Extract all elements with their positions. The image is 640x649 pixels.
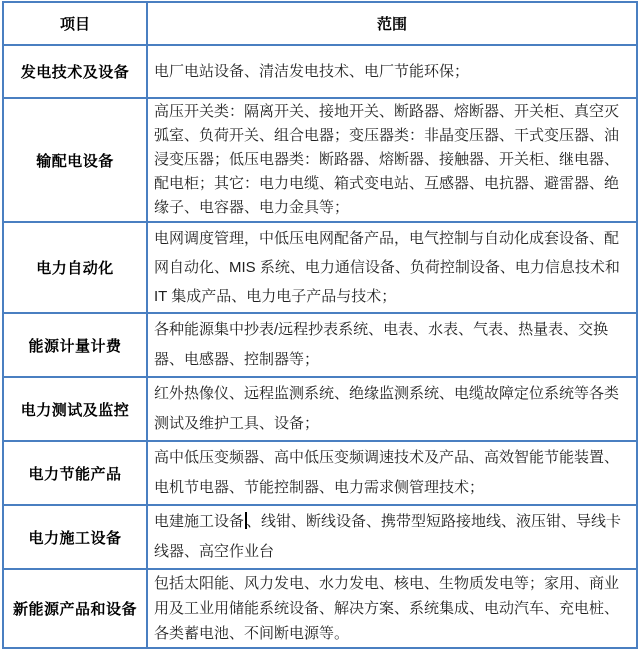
row-scope-text-before-cursor: 电建施工设备	[154, 513, 245, 530]
row-item-label: 新能源产品和设备	[3, 569, 147, 648]
row-item-label: 能源计量计费	[3, 313, 147, 377]
row-scope-text: 各种能源集中抄表/远程抄表系统、电表、水表、气表、热量表、交换器、电感器、控制器等；	[147, 313, 637, 377]
table-row	[3, 98, 637, 222]
row-scope-text: 电网调度管理，中低压电网配备产品，电气控制与自动化成套设备、配网自动化、MIS 系统、电力通信设备、负荷控制设备、电力信息技术和 IT 集成产品、电力电子产品与技术；	[147, 222, 637, 313]
row-scope-text: 电厂电站设备、清洁发电技术、电厂节能环保；	[147, 45, 637, 98]
header-item: 项目	[3, 2, 147, 45]
row-item-label: 发电技术及设备	[3, 45, 147, 98]
row-item-label: 电力节能产品	[3, 441, 147, 505]
table-header-row	[3, 2, 637, 45]
row-scope-editing-area[interactable]	[147, 505, 637, 569]
table-row	[3, 569, 637, 648]
table-row	[3, 441, 637, 505]
row-scope-text-after-cursor: 、线钳、断线设备、携带型短路接地线、液压钳、导线卡线器、高空作业台	[154, 513, 622, 560]
row-scope-text: 高中低压变频器、高中低压变频调速技术及产品、高效智能节能装置、电机节电器、节能控制器、电力需求侧管理技术；	[147, 441, 637, 505]
table-row	[3, 377, 637, 441]
row-item-label: 电力施工设备	[3, 505, 147, 569]
row-scope-text: 高压开关类：隔离开关、接地开关、断路器、熔断器、开关柜、真空灭弧室、负荷开关、组合电器；变压器类：非晶变压器、干式变压器、油浸变压器；低压电器类：断路器、熔断器、接触器、开关柜、继电器、配电柜；其它：电力电缆、箱式变电站、互感器、电抗器、避雷器、绝缘子、电容器、电力金具等；	[147, 98, 637, 222]
row-item-label: 电力测试及监控	[3, 377, 147, 441]
header-scope: 范围	[147, 2, 637, 45]
row-scope-text: 包括太阳能、风力发电、水力发电、核电、生物质发电等；家用、商业用及工业用储能系统设备、解决方案、系统集成、电动汽车、充电桩、各类蓄电池、不间断电源等。	[147, 569, 637, 648]
table-row	[3, 313, 637, 377]
table-row	[3, 505, 637, 569]
table-row	[3, 45, 637, 98]
row-item-label: 电力自动化	[3, 222, 147, 313]
table-row	[3, 222, 637, 313]
category-scope-table	[2, 1, 638, 649]
row-item-label: 输配电设备	[3, 98, 147, 222]
row-scope-text: 红外热像仪、远程监测系统、绝缘监测系统、电缆故障定位系统等各类测试及维护工具、设备；	[147, 377, 637, 441]
